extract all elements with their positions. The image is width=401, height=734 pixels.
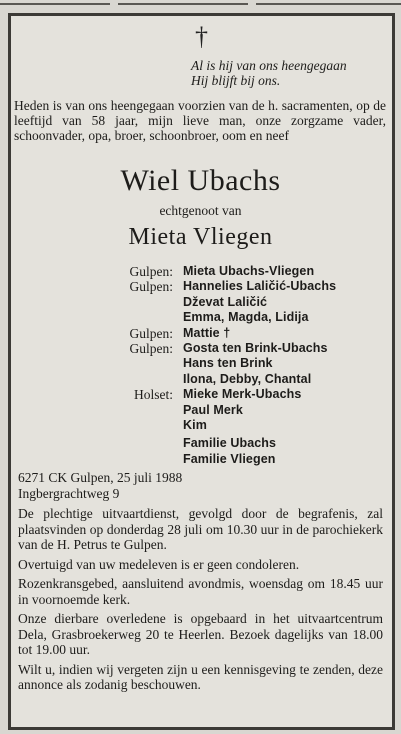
family-row [0, 341, 401, 356]
family-name: Paul Merk [183, 402, 243, 417]
family-row [0, 310, 401, 325]
family-row [0, 403, 401, 418]
column-rule [0, 3, 110, 5]
column-rule [118, 3, 248, 5]
family-place [0, 295, 183, 310]
note-paragraph: Rozenkransgebed, aansluitend avondmis, woensdag om 18.45 uur in voornoemde kerk. [18, 576, 383, 607]
family-place [0, 403, 183, 418]
verse [191, 58, 391, 88]
family-place [0, 418, 183, 433]
family-row [0, 279, 401, 294]
note-paragraph: Onze dierbare overledene is opgebaard in het uitvaartcentrum Dela, Grasbroekerweg 20 te Heerlen. Bezoek dagelijks van 18.00 tot 19.00 uur. [18, 611, 383, 657]
family-name: Familie Vliegen [183, 451, 276, 466]
note-paragraph: De plechtige uitvaartdienst, gevolgd door de begrafenis, zal plaatsvinden op donderdag 28 juli om 10.30 uur in de parochiekerk van de H. Petrus te Gulpen. [18, 506, 383, 552]
family-row [0, 372, 401, 387]
address: Ingbergrachtweg 9 [18, 485, 120, 501]
family-place: Holset: [134, 387, 173, 403]
family-name: Mieke Merk-Ubachs [183, 387, 302, 402]
spouse-label: echtgenoot van [159, 203, 242, 218]
family-place [0, 372, 183, 387]
family-name: Emma, Magda, Lidija [183, 310, 309, 325]
family-place: Gulpen: [129, 264, 173, 279]
column-rules [0, 3, 401, 13]
column-rule [256, 3, 401, 5]
cross-icon: † [195, 22, 208, 51]
family-row [0, 418, 401, 433]
date-place: 6271 CK Gulpen, 25 juli 1988 [18, 470, 183, 485]
family-row [0, 452, 401, 467]
note-paragraph: Overtuigd van uw medeleven is er geen condoleren. [18, 556, 300, 572]
family-name: Dževat Laličić [183, 294, 268, 309]
family-row [0, 326, 401, 341]
family-row [0, 264, 401, 279]
verse-line: Al is hij van ons heengegaan [191, 58, 347, 73]
family-name: Hannelies Laličić-Ubachs [183, 279, 337, 294]
family-row [0, 295, 401, 310]
family-row [0, 356, 401, 371]
intro-text: Heden is van ons heengegaan voorzien van de h. sacramenten, op de leeftijd van 58 jaar, mijn lieve man, onze zorgzame vader, schoonvader, opa, broer, schoonbroer, oom en neef [14, 98, 386, 143]
family-place [0, 310, 183, 325]
verse-line: Hij blijft bij ons. [191, 73, 281, 88]
family-place [0, 356, 183, 371]
family-name: Hans ten Brink [183, 356, 273, 371]
note-paragraph: Wilt u, indien wij vergeten zijn u een kennisgeving te zenden, deze annonce als zodanig beschouwen. [18, 661, 383, 692]
family-place: Gulpen: [129, 340, 173, 356]
family-name: Mieta Ubachs-Vliegen [183, 264, 315, 278]
spouse-name: Mieta Vliegen [128, 224, 273, 250]
family-place [0, 452, 183, 467]
family-name: Gosta ten Brink-Ubachs [183, 340, 328, 355]
dateline [18, 470, 182, 501]
family-name: Kim [183, 417, 207, 432]
family-list [0, 264, 401, 467]
service-notes [18, 506, 383, 697]
family-name: Mattie † [183, 325, 231, 340]
family-row [0, 436, 401, 451]
family-place: Gulpen: [129, 325, 173, 341]
family-place: Gulpen: [129, 279, 173, 295]
family-name: Familie Ubachs [183, 436, 277, 451]
deceased-name: Wiel Ubachs [120, 164, 281, 197]
family-place [0, 436, 183, 451]
family-name: Ilona, Debby, Chantal [183, 371, 312, 386]
family-row [0, 387, 401, 402]
